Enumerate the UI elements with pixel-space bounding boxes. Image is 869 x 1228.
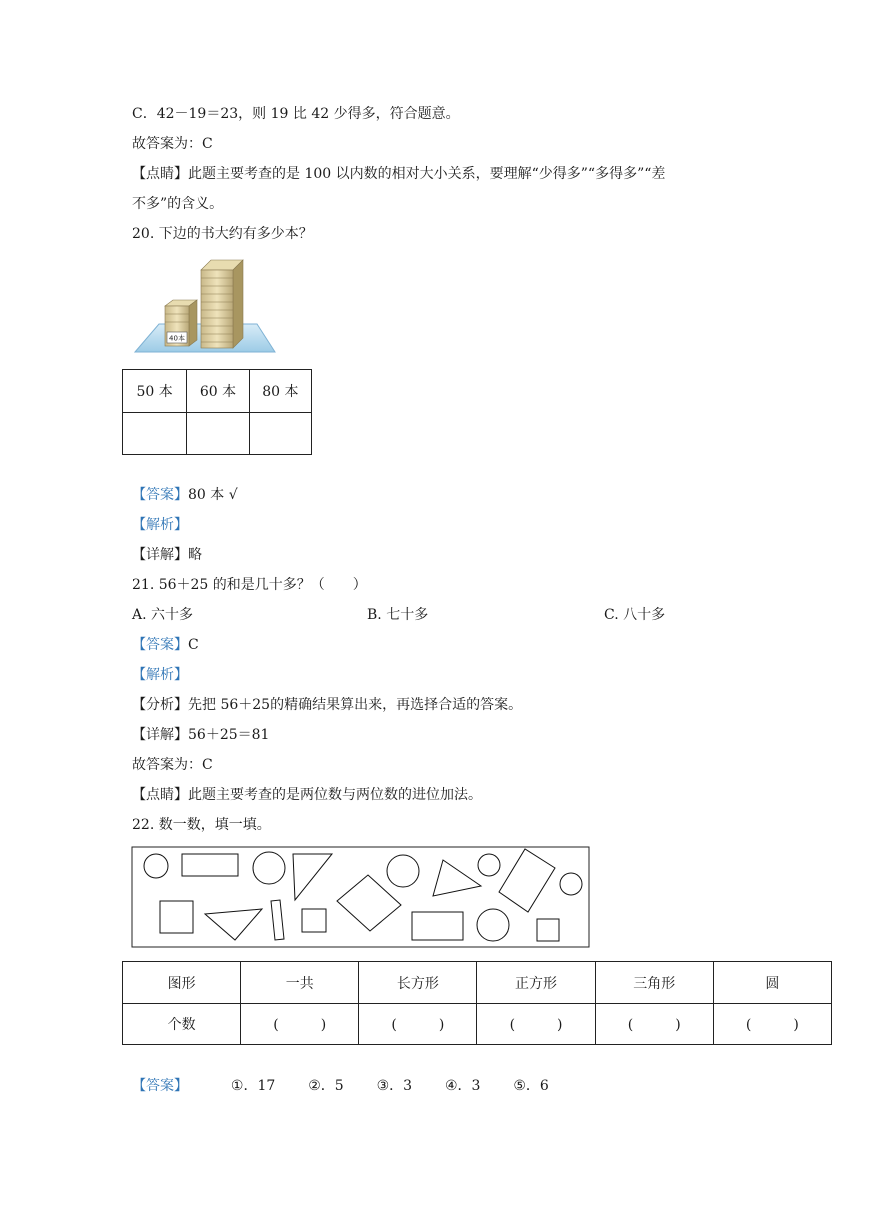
line-dianjing-1: 【点睛】此题主要考查的是 100 以内数的相对大小关系，要理解“少得多”“多得多”“差 [132,166,666,182]
header-triangle: 三角形 [595,962,713,1004]
question-22: 22. 数一数，填一填。 [132,817,271,833]
q21-dianjing: 【点睛】此题主要考查的是两位数与两位数的进位加法。 [132,787,482,803]
answer-text: C [188,637,199,653]
question-20: 20. 下边的书大约有多少本？ [132,226,313,242]
q22-answer [132,1076,549,1096]
blank-total: ( ) [241,1004,359,1045]
mark-cell-80 [249,413,311,455]
q20-analysis-tag: 【解析】 [132,517,188,533]
choice-50: 50 本 [123,370,187,413]
big-book-stack [201,260,243,348]
q21-fenxi: 【分析】先把 56＋25的精确结果算出来，再选择合适的答案。 [132,697,523,713]
answer-tag: 【答案】 [132,637,188,653]
q20-answer [132,485,238,505]
answer-2: ②．5 [308,1078,344,1094]
header-square: 正方形 [477,962,595,1004]
shapes-figure [131,846,591,949]
q20-detail: 【详解】略 [132,547,202,563]
answer-5: ⑤．6 [513,1078,549,1094]
line-c-option: C．42－19＝23，则 19 比 42 少得多，符合题意。 [132,106,460,122]
blank-circle: ( ) [713,1004,831,1045]
answer-4: ④．3 [444,1078,481,1094]
question-21: 21. 56＋25 的和是几十多？（ ） [132,577,367,593]
header-rectangle: 长方形 [359,962,477,1004]
q21-final-answer: 故答案为：C [132,757,213,773]
q21-answer [132,635,199,655]
q21-option-b: B. 七十多 [367,607,429,623]
line-answer-c: 故答案为：C [132,136,213,152]
q21-detail: 【详解】56＋25＝81 [132,727,270,743]
header-circle: 圆 [713,962,831,1004]
mark-cell-60 [187,413,249,455]
mark-cell-50 [123,413,187,455]
q21-option-c: C. 八十多 [604,607,666,623]
blank-triangle: ( ) [595,1004,713,1045]
q20-choice-table [122,369,312,455]
books-illustration [133,256,279,358]
small-book-stack [165,300,197,346]
answer-tag: 【答案】 [132,487,188,503]
choice-60: 60 本 [187,370,249,413]
answer-3: ③．3 [376,1078,413,1094]
header-shape: 图形 [123,962,241,1004]
blank-square: ( ) [477,1004,595,1045]
q21-option-a: A. 六十多 [132,607,194,623]
book-count-label: 40本 [169,334,185,343]
answer-tag: 【答案】 [132,1078,188,1094]
row-label-count: 个数 [123,1004,241,1045]
blank-rectangle: ( ) [359,1004,477,1045]
figure-border [132,847,589,947]
q22-count-table [122,961,832,1045]
answer-text: 80 本 √ [188,487,238,503]
choice-80: 80 本 [249,370,311,413]
answer-1: ①．17 [230,1078,276,1094]
line-dianjing-2: 不多”的含义。 [132,196,224,212]
q21-analysis-tag: 【解析】 [132,667,188,683]
header-total: 一共 [241,962,359,1004]
